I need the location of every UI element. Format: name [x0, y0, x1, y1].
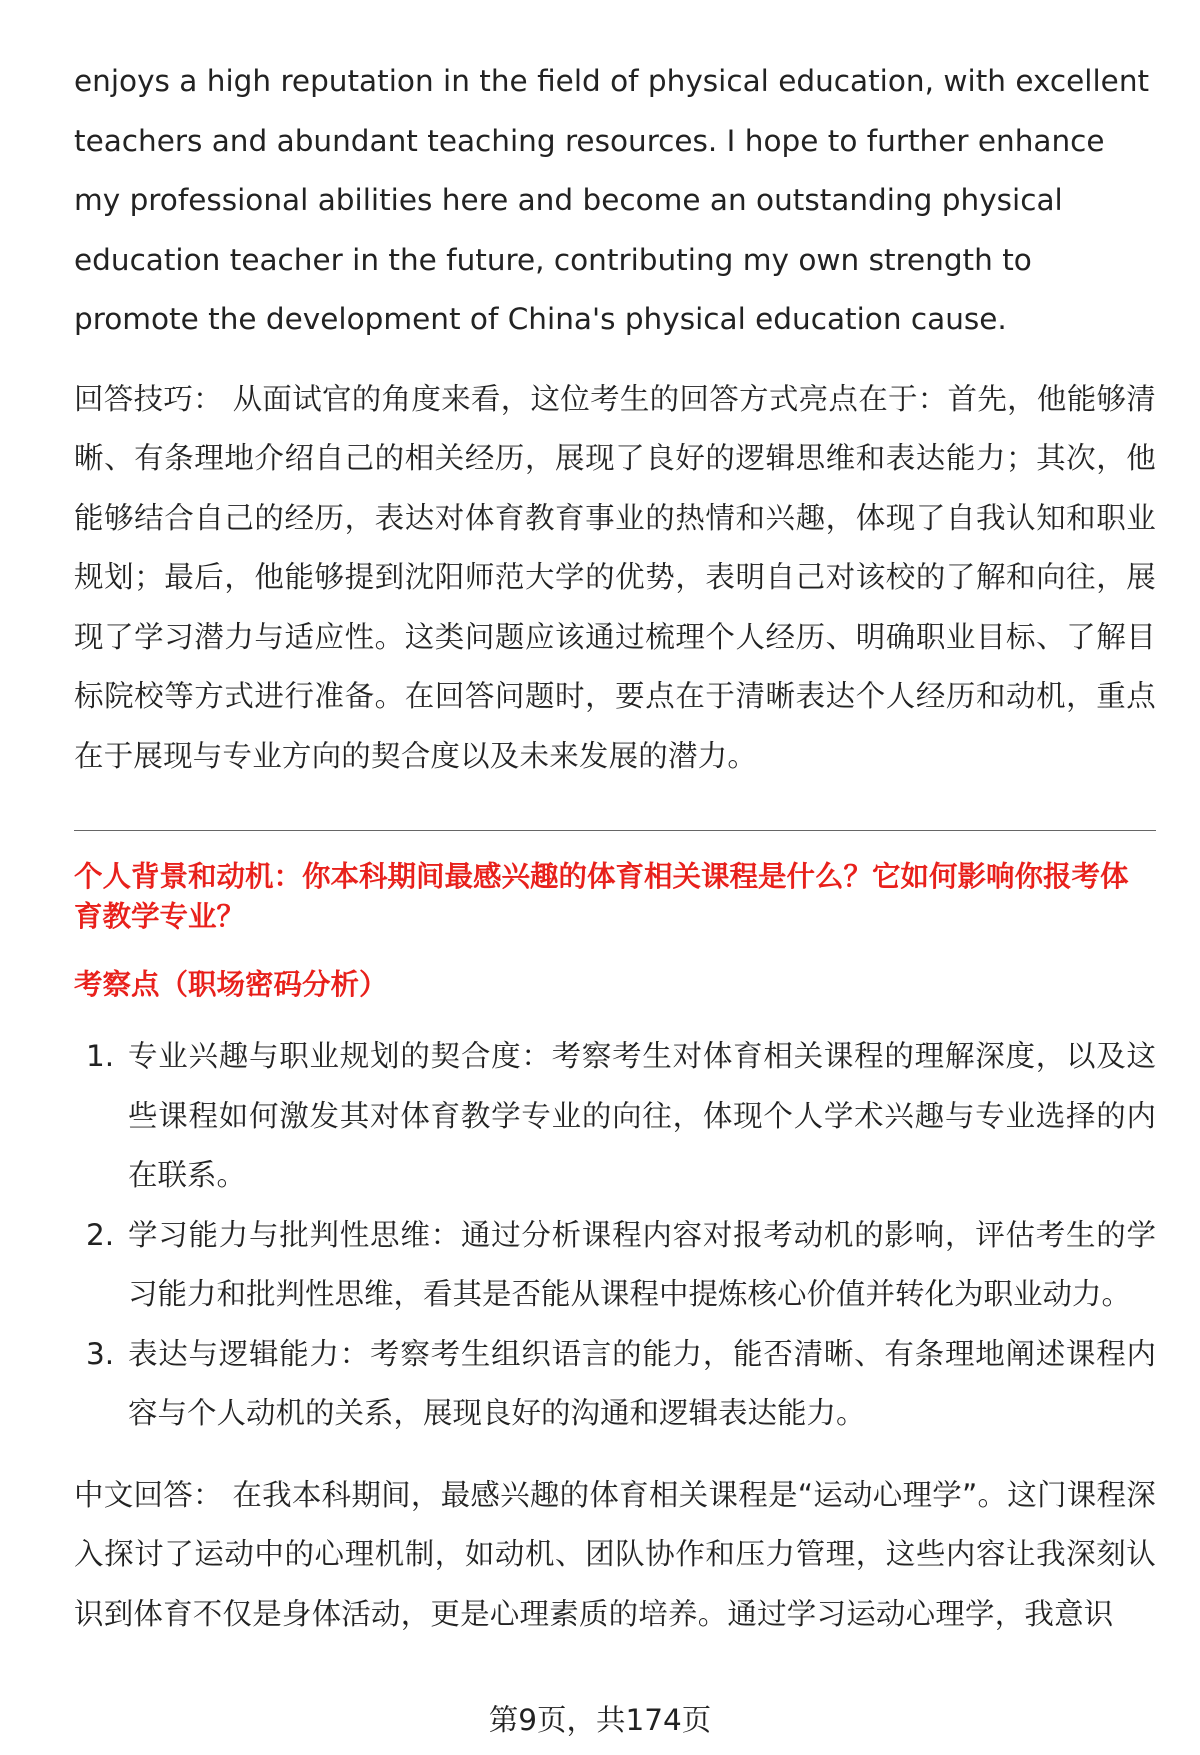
- list-item: [74, 1027, 1156, 1206]
- assessment-points-title: 考察点（职场密码分析）: [74, 968, 388, 1001]
- list-item-text: 学习能力与批判性思维：通过分析课程内容对报考动机的影响，评估考生的学习能力和批判性思维，看其是否能从课程中提炼核心价值并转化为职业动力。: [128, 1217, 1156, 1311]
- assessment-points-list: [74, 1027, 1156, 1444]
- document-body: [74, 52, 1156, 1644]
- list-item: [74, 1206, 1156, 1325]
- question-heading: 个人背景和动机：你本科期间最感兴趣的体育相关课程是什么？它如何影响你报考体育教学专业？: [74, 860, 1129, 933]
- list-item-number: 1.: [86, 1039, 115, 1073]
- answer-tips-paragraph: 回答技巧： 从面试官的角度来看，这位考生的回答方式亮点在于：首先，他能够清晰、有条理地介绍自己的相关经历，展现了良好的逻辑思维和表达能力；其次，他能够结合自己的经历，表达对体育教育事业的热情和兴趣，体现了自我认知和职业规划；最后，他能够提到沈阳师范大学的优势，表明自己对该校的了解和向往，展现了学习潜力与适应性。这类问题应该通过梳理个人经历、明确职业目标、了解目标院校等方式进行准备。在回答问题时，要点在于清晰表达个人经历和动机，重点在于展现与专业方向的契合度以及未来发展的潜力。: [74, 381, 1156, 773]
- list-item-text: 专业兴趣与职业规划的契合度：考察考生对体育相关课程的理解深度，以及这些课程如何激发其对体育教学专业的向往，体现个人学术兴趣与专业选择的内在联系。: [128, 1039, 1156, 1192]
- page-number-footer: 第9页，共174页: [488, 1703, 712, 1737]
- english-answer-paragraph: enjoys a high reputation in the field of physical education, with excellent teachers and abundant teaching resources. I hope to further enhance my professional abilities here and become an outstanding physical education teacher in the future, contributing my own strength to promote the development of China's physical education cause.: [74, 64, 1150, 336]
- list-item-number: 2.: [86, 1217, 115, 1252]
- list-item-text: 表达与逻辑能力：考察考生组织语言的能力，能否清晰、有条理地阐述课程内容与个人动机的关系，展现良好的沟通和逻辑表达能力。: [128, 1336, 1156, 1430]
- list-item-number: 3.: [86, 1336, 115, 1371]
- chinese-answer-paragraph: 中文回答： 在我本科期间，最感兴趣的体育相关课程是“运动心理学”。这门课程深入探讨了运动中的心理机制，如动机、团队协作和压力管理，这些内容让我深刻认识到体育不仅是身体活动，更是心理素质的培养。通过学习运动心理学，我意识: [74, 1477, 1156, 1631]
- section-divider: [74, 830, 1156, 831]
- list-item: [74, 1325, 1156, 1444]
